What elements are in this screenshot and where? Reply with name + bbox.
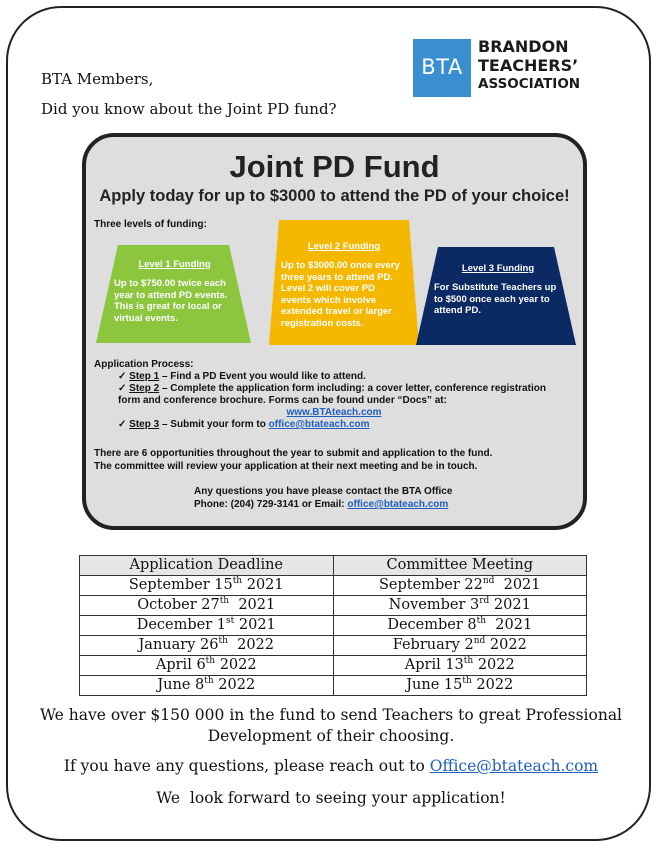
office-email-link[interactable]: Office@btateach.com bbox=[429, 757, 599, 775]
joint-pd-flyer bbox=[82, 133, 587, 530]
application-process bbox=[94, 359, 574, 431]
contact-line-1: Any questions you have please contact the BTA Office bbox=[194, 486, 453, 497]
closing-line: We look forward to seeing your application! bbox=[156, 789, 506, 807]
level-3-card bbox=[416, 247, 576, 345]
contact-info bbox=[194, 485, 452, 511]
meeting-cell: December 8th 2021 bbox=[333, 616, 587, 636]
opportunities-line-2: The committee will review your application at their next meeting and be in touch. bbox=[94, 461, 478, 472]
level-1-card bbox=[96, 245, 251, 343]
greeting-line: BTA Members, bbox=[41, 70, 154, 88]
deadline-cell: June 8th 2022 bbox=[80, 676, 334, 696]
table-header-row bbox=[80, 556, 587, 576]
fund-statement bbox=[0, 705, 662, 747]
meeting-cell: September 22nd 2021 bbox=[333, 576, 587, 596]
flyer-subtitle: Apply today for up to $3000 to attend the PD of your choice! bbox=[99, 187, 570, 205]
deadline-cell: January 26th 2022 bbox=[80, 636, 334, 656]
check-icon: ✓ bbox=[118, 419, 130, 430]
step-2 bbox=[94, 383, 558, 407]
fund-line-2: Development of their choosing. bbox=[207, 727, 455, 745]
level-2-text: Up to $3000.00 once every three years to attend PD. Level 2 will cover PD events which involve extended travel or larger registration costs. bbox=[281, 260, 400, 329]
deadline-cell: September 15th 2021 bbox=[80, 576, 334, 596]
questions-line bbox=[0, 757, 662, 775]
level-1-text: Up to $750.00 twice each year to attend PD events. This is great for local or virtual events. bbox=[114, 278, 228, 324]
table-row bbox=[80, 676, 587, 696]
website-link[interactable]: www.BTAteach.com bbox=[286, 407, 382, 418]
step-3-email-link[interactable]: office@btateach.com bbox=[268, 419, 370, 430]
table-row bbox=[80, 616, 587, 636]
table-row bbox=[80, 636, 587, 656]
step-2-label: Step 2 bbox=[129, 383, 160, 394]
greeting-question: Did you know about the Joint PD fund? bbox=[41, 100, 337, 118]
level-2-card bbox=[269, 220, 419, 345]
check-icon: ✓ bbox=[118, 371, 130, 382]
meeting-cell: November 3rd 2021 bbox=[333, 596, 587, 616]
table-row bbox=[80, 656, 587, 676]
process-label: Application Process: bbox=[94, 359, 194, 370]
table-row bbox=[80, 596, 587, 616]
fund-line-1: We have over $150 000 in the fund to send Teachers to great Professional bbox=[39, 706, 623, 724]
contact-email-link[interactable]: office@btateach.com bbox=[347, 499, 449, 510]
table-row bbox=[80, 576, 587, 596]
flyer-title: Joint PD Fund bbox=[229, 149, 440, 184]
questions-text: If you have any questions, please reach out to bbox=[63, 757, 430, 775]
level-3-text: For Substitute Teachers up to $500 once each year to attend PD. bbox=[434, 282, 557, 316]
bta-logo bbox=[413, 39, 471, 97]
step-3-text: – Submit your form to bbox=[159, 419, 269, 430]
header-application-deadline: Application Deadline bbox=[80, 556, 334, 576]
step-1-label: Step 1 bbox=[129, 371, 160, 382]
logo-line-2: TEACHERS’ bbox=[478, 56, 579, 75]
level-2-heading: Level 2 Funding bbox=[307, 241, 381, 252]
meeting-cell: April 13th 2022 bbox=[333, 656, 587, 676]
logo-wordmark bbox=[478, 37, 580, 94]
contact-phone: Phone: (204) 729-3141 or Email: bbox=[194, 499, 348, 510]
level-3-heading: Level 3 Funding bbox=[461, 263, 535, 274]
check-icon: ✓ bbox=[118, 383, 130, 394]
step-3 bbox=[94, 419, 574, 431]
deadline-cell: October 27th 2021 bbox=[80, 596, 334, 616]
step-3-label: Step 3 bbox=[129, 419, 160, 430]
deadline-cell: April 6th 2022 bbox=[80, 656, 334, 676]
levels-label: Three levels of funding: bbox=[94, 219, 207, 230]
website-row bbox=[94, 407, 574, 419]
step-1-text: – Find a PD Event you would like to attend. bbox=[159, 371, 366, 382]
step-1 bbox=[94, 371, 574, 383]
header-committee-meeting: Committee Meeting bbox=[333, 556, 587, 576]
deadline-cell: December 1st 2021 bbox=[80, 616, 334, 636]
step-2-text: – Complete the application form including: a cover letter, conference registration form and conference brochure. Forms can be found under “Docs” at: bbox=[118, 383, 546, 406]
level-1-heading: Level 1 Funding bbox=[138, 259, 211, 270]
logo-line-1: BRANDON bbox=[478, 37, 569, 56]
dates-table bbox=[79, 555, 587, 696]
contact-line-2 bbox=[194, 498, 452, 511]
meeting-cell: February 2nd 2022 bbox=[333, 636, 587, 656]
logo-line-3: ASSOCIATION bbox=[478, 76, 581, 92]
logo-abbr: BTA bbox=[421, 55, 463, 79]
opportunities-text bbox=[94, 447, 492, 473]
meeting-cell: June 15th 2022 bbox=[333, 676, 587, 696]
opportunities-line-1: There are 6 opportunities throughout the year to submit and application to the fund. bbox=[94, 448, 493, 459]
